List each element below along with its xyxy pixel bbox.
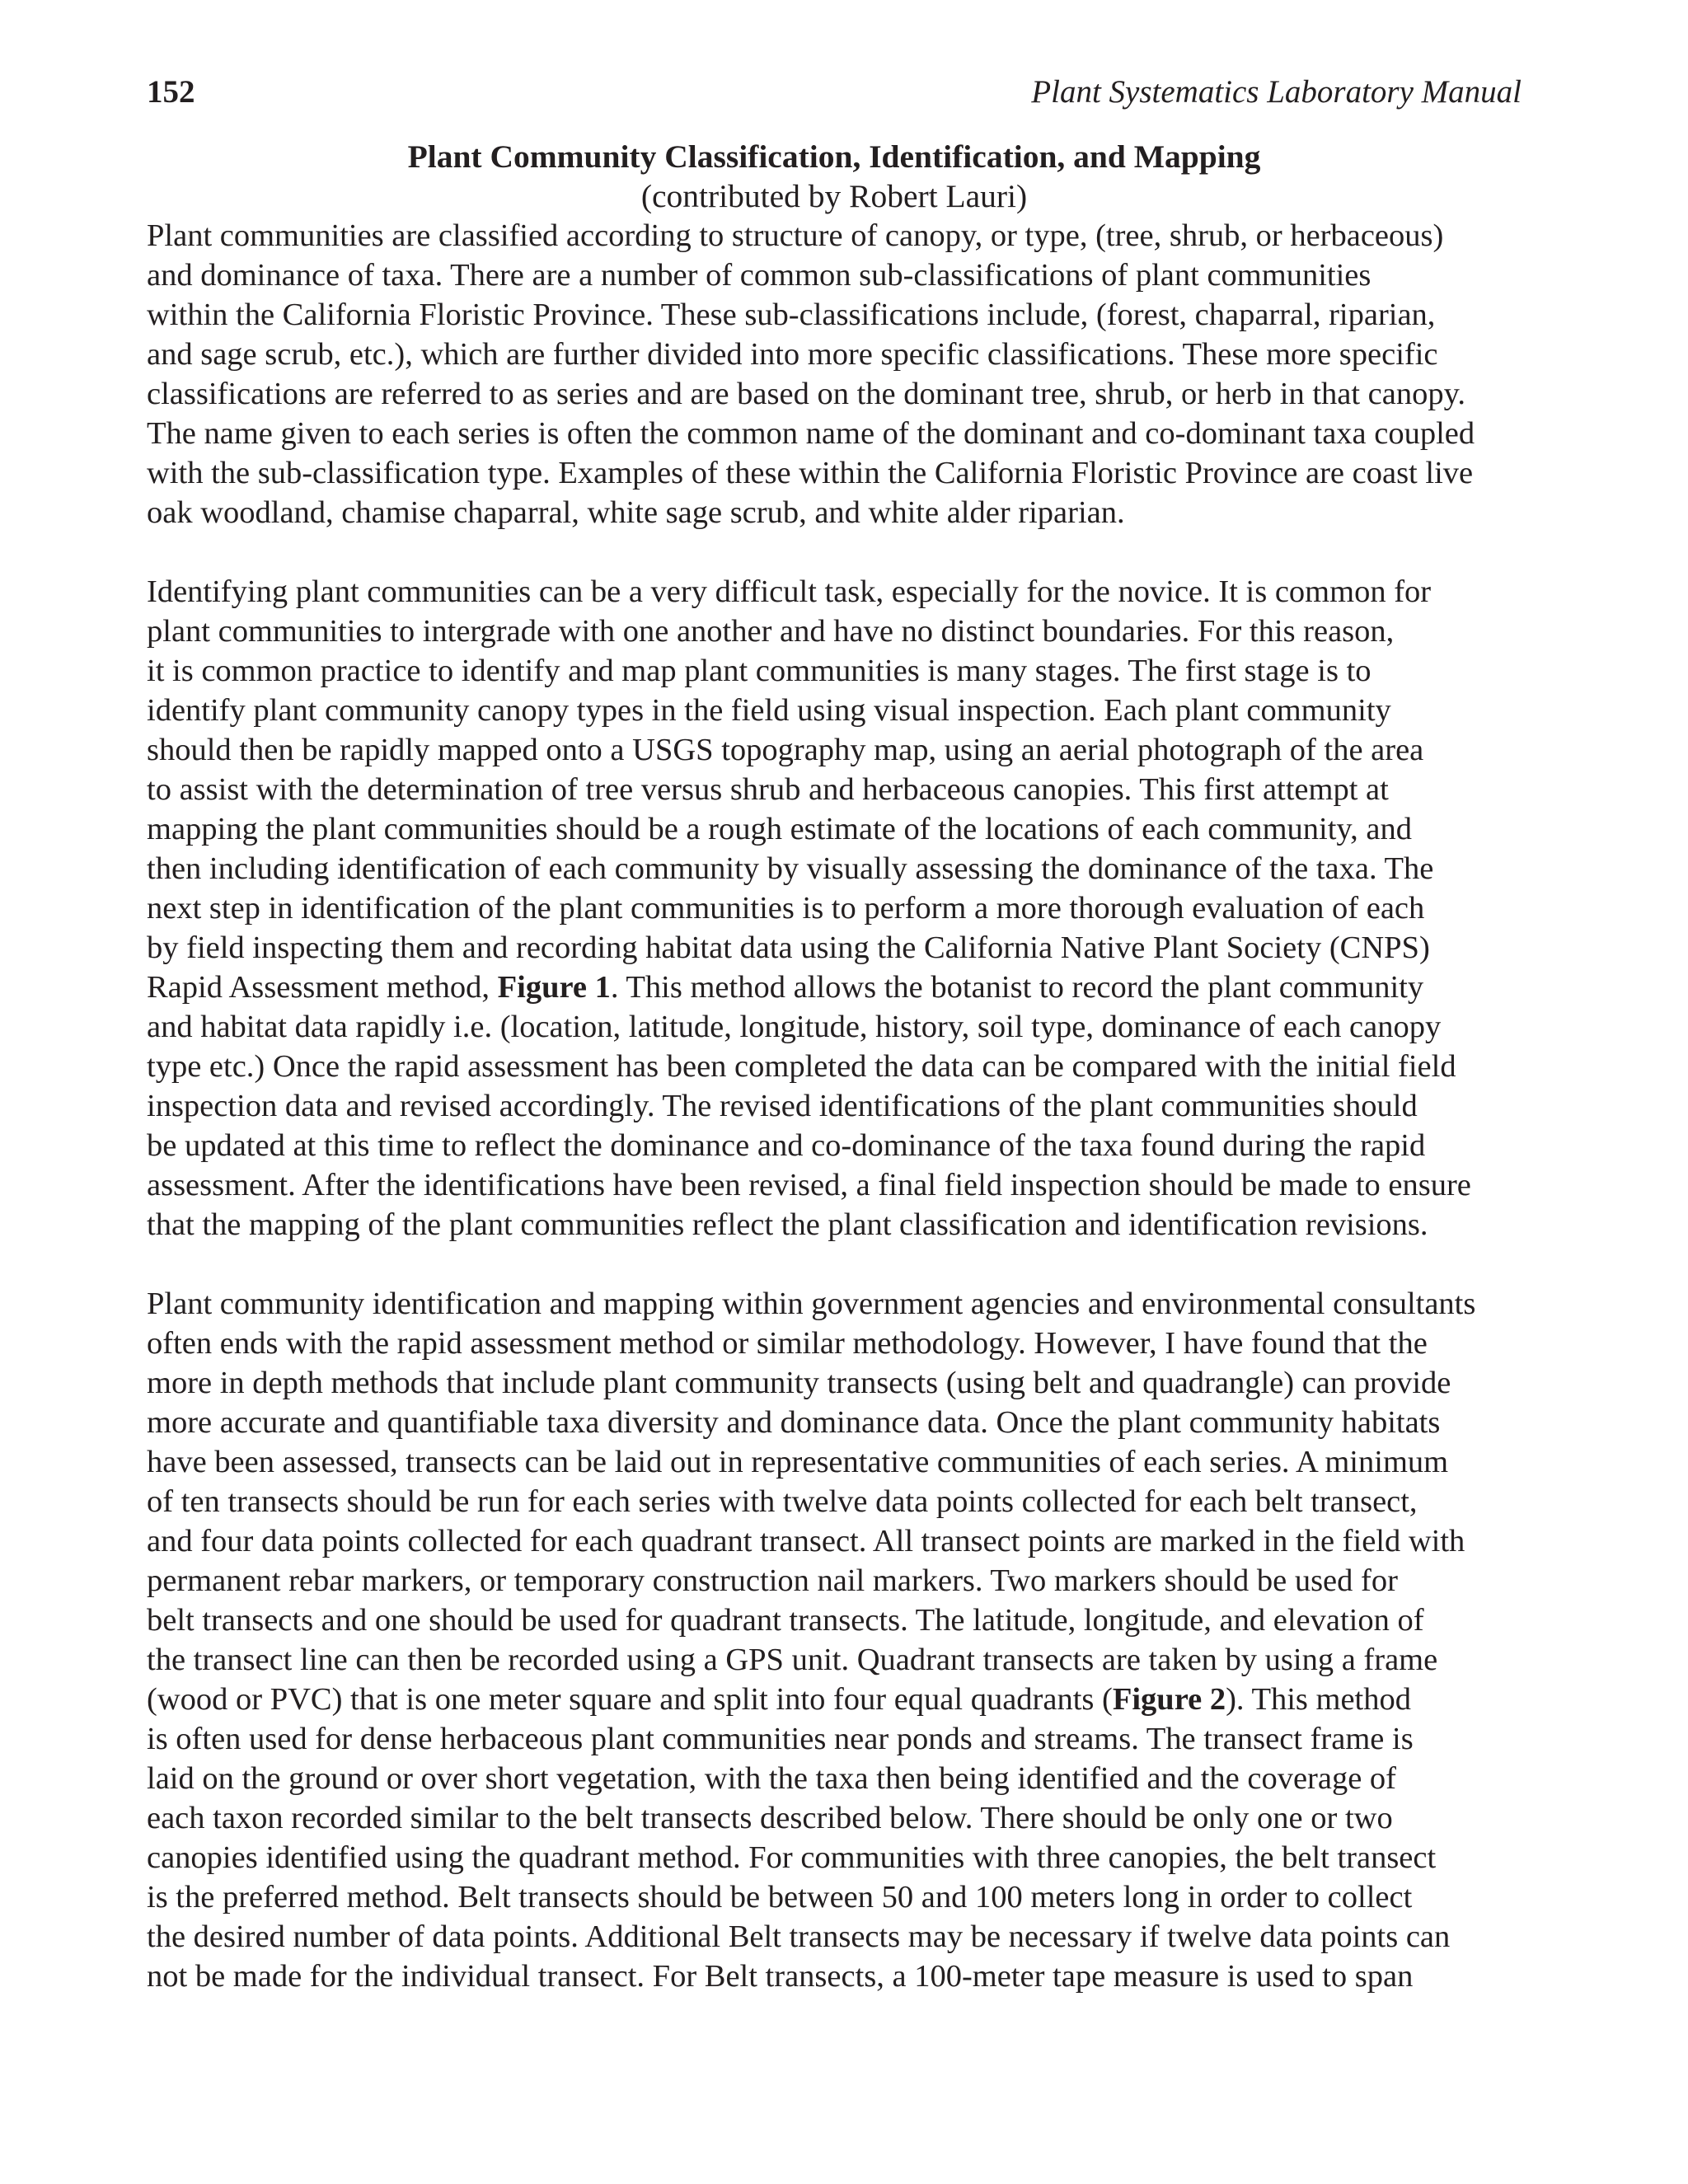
text-line: the transect line can then be recorded using a GPS unit. Quadrant transects are taken by using a frame bbox=[147, 1643, 1438, 1677]
text-line: then including identification of each community by visually assessing the dominance of the taxa. The bbox=[147, 851, 1434, 886]
text-line: more in depth methods that include plant community transects (using belt and quadrangle) can provide bbox=[147, 1366, 1451, 1400]
text-line: that the mapping of the plant communities reflect the plant classification and identification revisions. bbox=[147, 1207, 1428, 1242]
text-line: not be made for the individual transect. For Belt transects, a 100-meter tape measure is used to span bbox=[147, 1959, 1414, 1994]
text-line: Plant community identification and mapping within government agencies and environmental consultants bbox=[147, 1286, 1476, 1321]
text-line: belt transects and one should be used for quadrant transects. The latitude, longitude, and elevation of bbox=[147, 1603, 1424, 1638]
text-line: inspection data and revised accordingly. The revised identifications of the plant communities should bbox=[147, 1089, 1418, 1123]
article-title: Plant Community Classification, Identification, and Mapping bbox=[407, 138, 1261, 175]
text-line: of ten transects should be run for each series with twelve data points collected for each belt transect, bbox=[147, 1484, 1418, 1519]
text-line: identify plant community canopy types in the field using visual inspection. Each plant community bbox=[147, 693, 1391, 728]
text-line: and sage scrub, etc.), which are further divided into more specific classifications. These more specific bbox=[147, 337, 1438, 372]
article-byline: (contributed by Robert Lauri) bbox=[640, 178, 1028, 214]
text-line-with-figure-ref bbox=[147, 1680, 1548, 1719]
text-line: have been assessed, transects can be laid out in representative communities of each series. A minimum bbox=[147, 1445, 1449, 1479]
text-segment: . This method allows the botanist to record the plant community bbox=[610, 970, 1424, 1005]
text-segment: ). This method bbox=[1226, 1682, 1412, 1717]
text-line: each taxon recorded similar to the belt transects described below. There should be only one or two bbox=[147, 1801, 1393, 1835]
text-line: with the sub-classification type. Examples of these within the California Floristic Province are coast live bbox=[147, 456, 1474, 490]
figure-1-reference: Figure 1 bbox=[497, 970, 611, 1005]
text-line: The name given to each series is often the common name of the dominant and co-dominant taxa coupled bbox=[147, 416, 1475, 451]
text-line: canopies identified using the quadrant method. For communities with three canopies, the belt transect bbox=[147, 1840, 1437, 1875]
text-line: assessment. After the identifications have been revised, a final field inspection should be made to ensure bbox=[147, 1168, 1471, 1202]
text-line: it is common practice to identify and map plant communities is many stages. The first stage is to bbox=[147, 654, 1372, 688]
page-header bbox=[147, 73, 1522, 114]
text-line: and habitat data rapidly i.e. (location, latitude, longitude, history, soil type, dominance of each canopy bbox=[147, 1010, 1442, 1044]
text-line: mapping the plant communities should be a rough estimate of the locations of each community, and bbox=[147, 812, 1412, 846]
text-line: classifications are referred to as series and are based on the dominant tree, shrub, or herb in that canopy. bbox=[147, 377, 1465, 411]
text-line: and dominance of taxa. There are a number of common sub-classifications of plant communities bbox=[147, 258, 1372, 293]
text-segment: (wood or PVC) that is one meter square and split into four equal quadrants ( bbox=[147, 1682, 1113, 1717]
text-line: next step in identification of the plant communities is to perform a more thorough evaluation of each bbox=[147, 891, 1425, 926]
text-line: often ends with the rapid assessment method or similar methodology. However, I have found that the bbox=[147, 1326, 1428, 1361]
running-title: Plant Systematics Laboratory Manual bbox=[1031, 74, 1522, 110]
figure-2-reference: Figure 2 bbox=[1112, 1682, 1226, 1717]
page-number: 152 bbox=[147, 74, 195, 110]
text-line: by field inspecting them and recording habitat data using the California Native Plant Society (CNPS) bbox=[147, 930, 1430, 965]
text-line: is the preferred method. Belt transects should be between 50 and 100 meters long in order to collect bbox=[147, 1880, 1413, 1915]
text-line: laid on the ground or over short vegetation, with the taxa then being identified and the coverage of bbox=[147, 1761, 1396, 1796]
text-line: and four data points collected for each quadrant transect. All transect points are marked in the field with bbox=[147, 1524, 1465, 1558]
text-line: permanent rebar markers, or temporary construction nail markers. Two markers should be used for bbox=[147, 1563, 1398, 1598]
text-line: the desired number of data points. Additional Belt transects may be necessary if twelve data points can bbox=[147, 1919, 1451, 1954]
text-line: plant communities to intergrade with one another and have no distinct boundaries. For this reason, bbox=[147, 614, 1395, 649]
text-line: type etc.) Once the rapid assessment has been completed the data can be compared with the initial field bbox=[147, 1049, 1456, 1084]
text-segment: Rapid Assessment method, bbox=[147, 970, 498, 1005]
paragraph-identification bbox=[147, 572, 1548, 1244]
page-body bbox=[147, 137, 1548, 1996]
text-line: more accurate and quantifiable taxa diversity and dominance data. Once the plant community habitats bbox=[147, 1405, 1441, 1440]
text-line: Plant communities are classified according to structure of canopy, or type, (tree, shrub, or herbaceous) bbox=[147, 218, 1444, 253]
text-line: is often used for dense herbaceous plant communities near ponds and streams. The transect frame is bbox=[147, 1722, 1414, 1756]
text-line: be updated at this time to reflect the dominance and co-dominance of the taxa found during the rapid bbox=[147, 1128, 1426, 1163]
text-line: Identifying plant communities can be a very difficult task, especially for the novice. It is common for bbox=[147, 574, 1432, 609]
text-line: oak woodland, chamise chaparral, white sage scrub, and white alder riparian. bbox=[147, 495, 1125, 530]
paragraph-classification bbox=[147, 216, 1548, 532]
paragraph-transects bbox=[147, 1284, 1548, 1996]
text-line: to assist with the determination of tree versus shrub and herbaceous canopies. This first attempt at bbox=[147, 772, 1389, 807]
text-line: should then be rapidly mapped onto a USGS topography map, using an aerial photograph of the area bbox=[147, 733, 1424, 767]
text-line: within the California Floristic Province. These sub-classifications include, (forest, chaparral, riparian, bbox=[147, 298, 1436, 332]
text-line-with-figure-ref bbox=[147, 968, 1548, 1007]
